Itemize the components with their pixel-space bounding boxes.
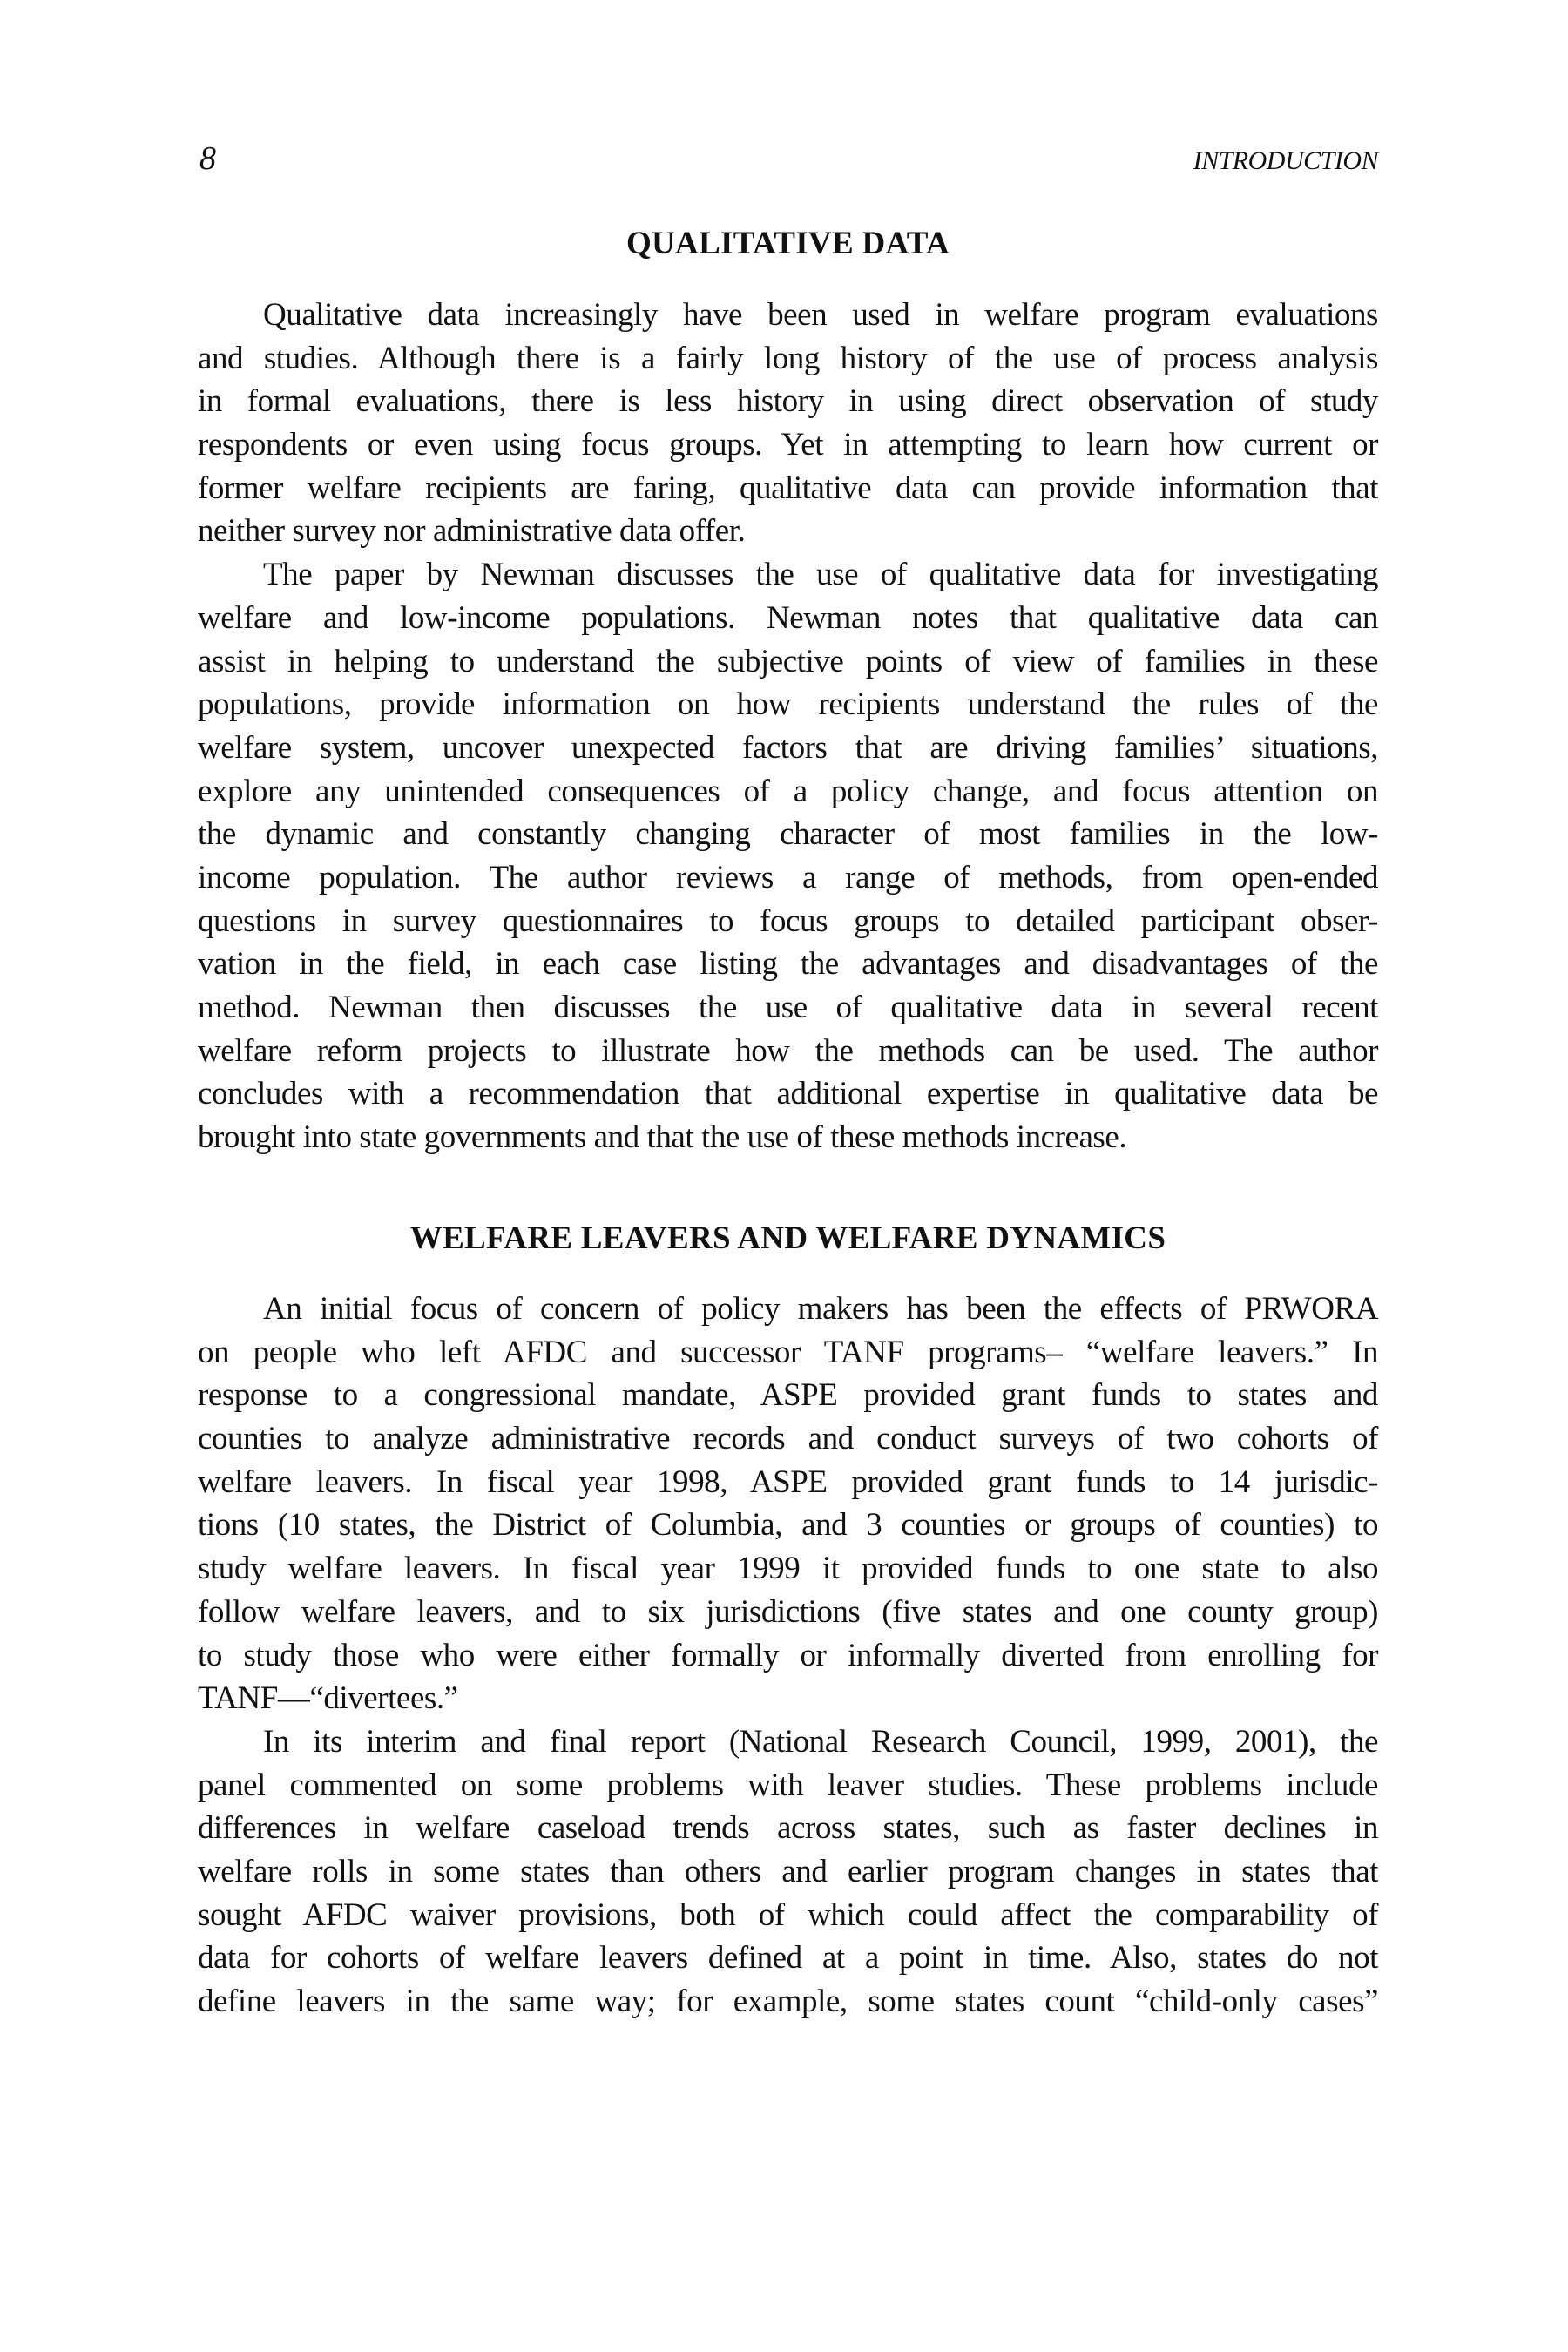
text-line: counties to analyze administrative records and conduct surveys of two cohorts of: [198, 1421, 1378, 1457]
page-number: 8: [199, 140, 216, 177]
text-line: response to a congressional mandate, ASPE provided grant funds to states and: [198, 1377, 1378, 1414]
text-line: concludes with a recommendation that additional expertise in qualitative data be: [198, 1076, 1378, 1112]
text-line: explore any unintended consequences of a policy change, and focus attention on: [198, 773, 1378, 809]
section-heading-qualitative-data: QUALITATIVE DATA: [625, 226, 950, 261]
text-line: welfare leavers. In fiscal year 1998, ASPE provided grant funds to 14 jurisdic-: [198, 1463, 1378, 1500]
text-line: the dynamic and constantly changing character of most families in the low-: [198, 816, 1378, 853]
text-line: welfare and low-income populations. Newman notes that qualitative data can: [198, 599, 1378, 636]
text-line: income population. The author reviews a range of methods, from open-ended: [198, 859, 1378, 896]
paragraph: [198, 553, 1378, 1159]
text-line: In its interim and final report (National Research Council, 1999, 2001), the: [263, 1723, 1378, 1760]
section-heading-welfare-leavers: WELFARE LEAVERS AND WELFARE DYNAMICS: [409, 1220, 1166, 1256]
text-line: study welfare leavers. In fiscal year 1999 it provided funds to one state to also: [198, 1551, 1378, 1587]
text-line: The paper by Newman discusses the use of qualitative data for investigating: [263, 557, 1378, 593]
text-line: follow welfare leavers, and to six jurisdictions (five states and one county group): [198, 1593, 1378, 1630]
text-line: respondents or even using focus groups. Yet in attempting to learn how current or: [198, 427, 1378, 463]
paragraph: [198, 1720, 1378, 2024]
text-line: define leavers in the same way; for example, some states count “child-only cases”: [198, 1984, 1378, 2019]
text-line: vation in the field, in each case listing the advantages and disadvantages of the: [198, 946, 1378, 983]
text-line: welfare rolls in some states than others and earlier program changes in states that: [198, 1853, 1378, 1889]
section-body: [198, 1288, 1378, 2024]
text-line: former welfare recipients are faring, qualitative data can provide information that: [198, 470, 1378, 506]
text-line: panel commented on some problems with leaver studies. These problems include: [198, 1767, 1378, 1803]
text-line: brought into state governments and that the use of these methods increase.: [198, 1119, 1127, 1156]
text-line: sought AFDC waiver provisions, both of which could affect the comparability of: [198, 1896, 1378, 1933]
text-line: populations, provide information on how recipients understand the rules of the: [198, 686, 1378, 723]
text-line: welfare system, uncover unexpected factors that are driving families’ situations,: [198, 729, 1378, 766]
text-line: data for cohorts of welfare leavers defined at a point in time. Also, states do not: [198, 1940, 1378, 1977]
section-body: [198, 294, 1378, 1159]
text-line: in formal evaluations, there is less history in using direct observation of study: [198, 383, 1378, 420]
text-line: and studies. Although there is a fairly long history of the use of process analysis: [198, 340, 1378, 376]
text-line: questions in survey questionnaires to focus groups to detailed participant obser-: [198, 902, 1378, 939]
paragraph: [198, 294, 1378, 553]
text-line: to study those who were either formally or informally diverted from enrolling for: [198, 1637, 1378, 1673]
paragraph: [198, 1288, 1378, 1720]
text-line: TANF—“divertees.”: [198, 1680, 458, 1717]
text-line: differences in welfare caseload trends across states, such as faster declines in: [198, 1810, 1378, 1847]
running-head: INTRODUCTION: [1193, 146, 1378, 175]
text-line: welfare reform projects to illustrate how the methods can be used. The author: [198, 1032, 1378, 1069]
text-line: An initial focus of concern of policy makers has been the effects of PRWORA: [263, 1291, 1378, 1327]
text-line: Qualitative data increasingly have been used in welfare program evaluations: [263, 297, 1378, 333]
text-line: assist in helping to understand the subjective points of view of families in these: [198, 643, 1378, 679]
text-line: on people who left AFDC and successor TANF programs– “welfare leavers.” In: [198, 1334, 1378, 1370]
text-line: method. Newman then discusses the use of qualitative data in several recent: [198, 990, 1378, 1025]
text-line: tions (10 states, the District of Columbia, and 3 counties or groups of counties) to: [198, 1507, 1378, 1544]
text-line: neither survey nor administrative data offer.: [198, 513, 746, 550]
